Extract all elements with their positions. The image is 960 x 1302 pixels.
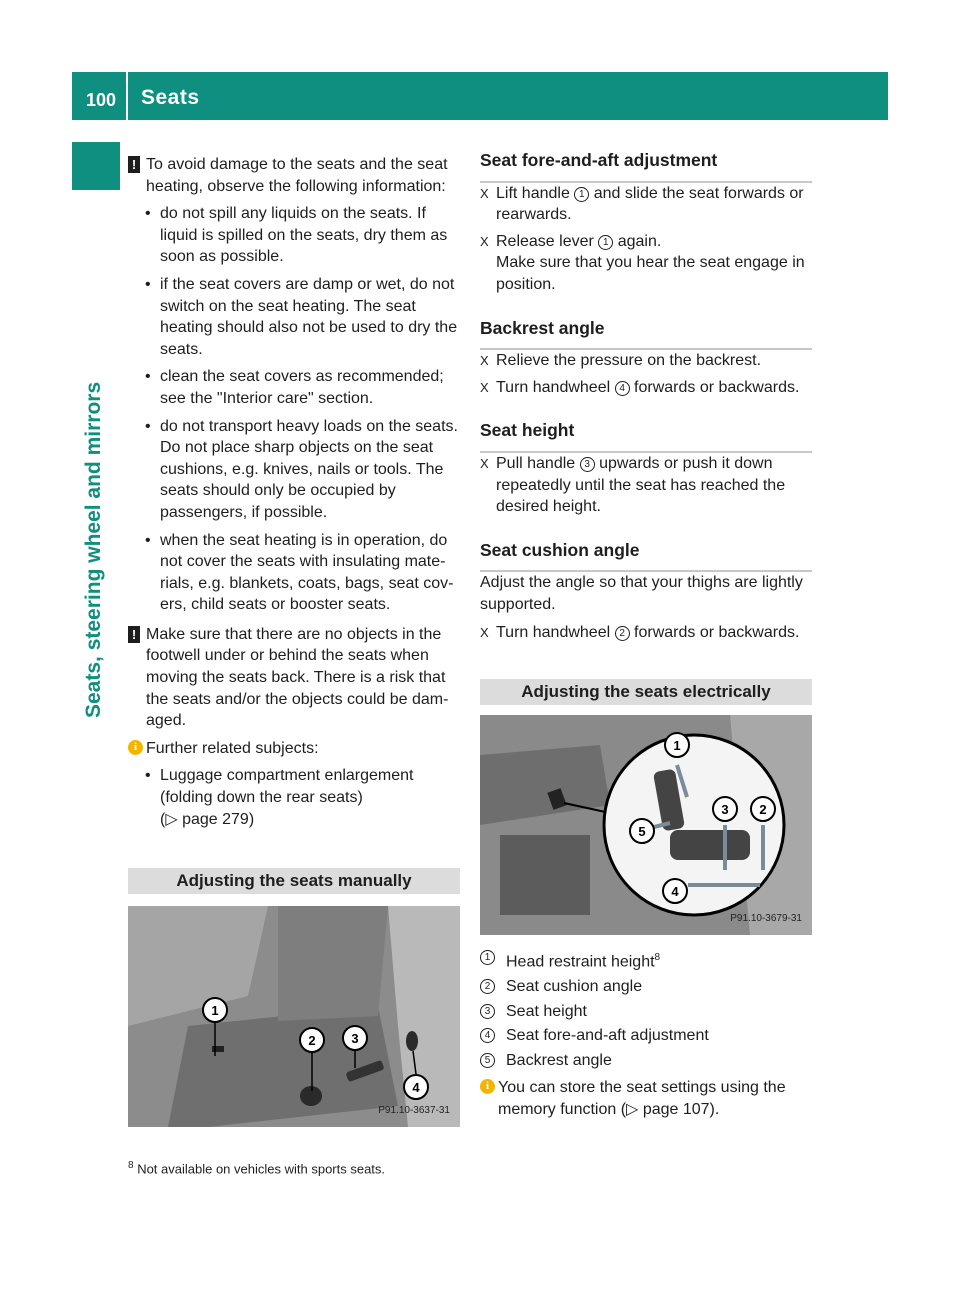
svg-text:1: 1 (211, 1003, 219, 1019)
legend-item: 3 Seat height (480, 1001, 812, 1023)
related-line-1: Luggage compartment enlargement (160, 767, 414, 785)
callout-4 (404, 1075, 428, 1099)
footnote (128, 1160, 385, 1176)
section-intro: Adjust the angle so that your thighs are lightly supported. (480, 574, 803, 613)
instruction-step: X Release lever 1 again. (480, 231, 812, 253)
step-arrow-icon: X (480, 233, 489, 249)
footnote-ref[interactable]: 8 (654, 952, 661, 964)
callout-1 (665, 733, 689, 757)
bullet-icon: • (145, 531, 151, 549)
info-icon: i (480, 1079, 495, 1094)
callout-marker: 5 (480, 1053, 495, 1068)
callout-marker: 3 (580, 457, 595, 472)
callout-marker: 2 (615, 626, 630, 641)
sidebar-tab (72, 142, 120, 190)
step-arrow-icon: X (480, 624, 489, 640)
section-banner: Adjusting the seats manually (128, 868, 460, 894)
callout-marker: 1 (480, 950, 495, 965)
info-note (128, 738, 460, 760)
figure-code: P91.10-3679-31 (730, 912, 802, 924)
warning-text: Make sure that there are no objects in the footwell under or behind the seats when moving the seats back. There is a risk that the seats and/or the objects could be dam-aged. (146, 625, 449, 730)
list-item (128, 366, 460, 409)
callout-2 (751, 797, 775, 821)
callout-3 (343, 1026, 367, 1050)
bullet-icon: • (145, 417, 151, 435)
left-column (128, 154, 460, 1127)
step-arrow-icon: X (480, 353, 489, 369)
list-item (128, 203, 460, 268)
step-arrow-icon: X (480, 455, 489, 471)
list-item-text: do not spill any liquids on the seats. If liquid is spilled on the seats, dry them as soon as possible. (160, 205, 448, 266)
list-item-text: do not transport heavy loads on the seats. Do not place sharp objects on the seat cushions, e.g. knives, nails or tools. The seats should only be occupied by passengers, if possible. (160, 417, 458, 521)
section-heading: Backrest angle (480, 318, 812, 351)
page-number: 100 (86, 90, 117, 110)
svg-text:4: 4 (671, 884, 679, 900)
related-subject (128, 765, 460, 830)
step-note: Make sure that you hear the seat engage in position. (496, 254, 805, 293)
legend (480, 947, 812, 1071)
section-heading: Seat height (480, 420, 812, 453)
step-arrow-icon: X (480, 185, 489, 201)
step-arrow-icon: X (480, 379, 489, 395)
legend-item: 5 Backrest angle (480, 1050, 812, 1072)
list-item (128, 416, 460, 524)
legend-item: 2 Seat cushion angle (480, 976, 812, 998)
callout-3 (713, 797, 737, 821)
callout-1 (203, 998, 227, 1022)
page-arrow-icon: ▷ (165, 810, 178, 828)
legend-item: 1 Head restraint height$^8$ (480, 947, 812, 973)
footnote-text: Not available on vehicles with sports seats. (137, 1161, 386, 1177)
instruction-step: X Lift handle 1 and slide the seat forwards or rearwards. (480, 184, 804, 224)
callout-marker: 1 (574, 187, 589, 202)
list-item (128, 530, 460, 616)
bullet-icon: • (145, 368, 151, 386)
callout-5 (630, 819, 654, 843)
page-title: Seats (141, 86, 200, 109)
instruction-step: X Turn handwheel 2 forwards or backwards. (480, 622, 812, 644)
bullet-icon: • (145, 205, 151, 223)
list-item-text: if the seat covers are damp or wet, do not switch on the seat heating. The seat heating should also not be used to dry the seats. (160, 275, 458, 358)
svg-text:1: 1 (673, 738, 681, 754)
section-heading: Seat fore-and-aft adjustment (480, 150, 812, 183)
list-item (128, 274, 460, 360)
svg-text:4: 4 (412, 1080, 420, 1096)
section-heading: Seat cushion angle (480, 540, 812, 573)
manual-seat-figure (128, 906, 460, 1127)
legend-item: 4 Seat fore-and-aft adjustment (480, 1025, 812, 1047)
svg-text:3: 3 (351, 1031, 359, 1047)
instruction-step: X Pull handle 3 upwards or push it down repeatedly until the seat has reached the desired height. (480, 454, 786, 516)
callout-marker: 4 (480, 1028, 495, 1043)
footnote-number: 8 (128, 1160, 134, 1171)
bullet-icon: • (145, 767, 151, 785)
right-column (480, 150, 812, 1127)
instruction-step: X Turn handwheel 4 forwards or backwards. (480, 377, 812, 399)
callout-4 (663, 879, 687, 903)
instruction-step: X Relieve the pressure on the backrest. (480, 350, 812, 372)
callout-marker: 1 (598, 235, 613, 250)
warning-icon: ! (128, 626, 140, 643)
warning-text: To avoid damage to the seats and the seat heating, observe the following information: (146, 156, 448, 195)
info-note: i You can store the seat settings using the memory function (▷ page 107). (480, 1077, 812, 1120)
list-item-text: clean the seat covers as recommended; see the "Interior care" section. (160, 368, 444, 407)
page-reference[interactable]: page 107). (642, 1100, 720, 1118)
related-line-2: (folding down the rear seats) (160, 789, 363, 807)
svg-text:3: 3 (721, 802, 729, 818)
svg-text:5: 5 (638, 824, 646, 840)
callout-2 (300, 1028, 324, 1052)
info-text: Further related subjects: (146, 739, 319, 757)
callout-marker: 2 (480, 979, 495, 994)
figure-code: P91.10-3637-31 (378, 1104, 450, 1116)
electric-seat-figure (480, 715, 812, 935)
bullet-icon: • (145, 275, 151, 293)
warning-note (128, 624, 460, 732)
manual-seat-illustration (128, 906, 460, 1127)
section-banner: Adjusting the seats electrically (480, 679, 812, 705)
warning-note (128, 154, 460, 197)
page-arrow-icon: ▷ (626, 1100, 639, 1118)
info-icon: i (128, 740, 143, 755)
svg-text:2: 2 (759, 802, 767, 818)
sidebar-chapter-label: Seats, steering wheel and mirrors (82, 381, 105, 718)
page-reference[interactable]: (▷ page 279) (160, 810, 255, 828)
svg-text:2: 2 (308, 1033, 316, 1049)
callout-marker: 3 (480, 1004, 495, 1019)
electric-seat-illustration (480, 715, 812, 935)
header-divider (126, 72, 128, 120)
warning-icon: ! (128, 156, 140, 173)
callout-marker: 4 (615, 381, 630, 396)
list-item-text: when the seat heating is in operation, do not cover the seats with insulating mate-rials, e.g. blankets, coats, bags, seat cov-ers, child seats or booster seats. (160, 531, 454, 614)
page-header (72, 72, 888, 120)
